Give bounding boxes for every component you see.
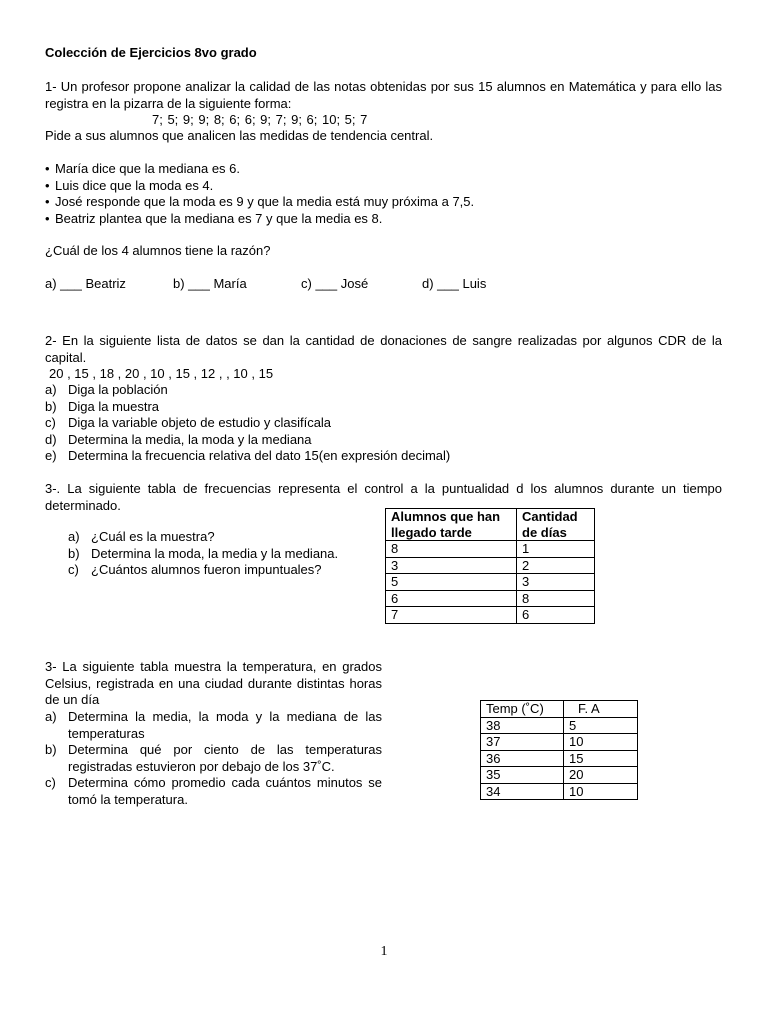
- ex4-item-c: [45, 775, 382, 808]
- ex4-items: [45, 709, 382, 808]
- item-text: Diga la variable objeto de estudio y clasifícala: [68, 415, 332, 430]
- ex3-intro: 3-. La siguiente tabla de frecuencias representa el control a la puntualidad d los alumnos durante un tiempo determinado.: [45, 481, 722, 513]
- table-cell: 7: [386, 607, 517, 624]
- temperature-table: [480, 700, 638, 800]
- table-cell: 8: [386, 541, 517, 558]
- ex1-bullet-2: [45, 178, 213, 195]
- table-cell: 38: [481, 717, 564, 734]
- table-cell: 3: [517, 574, 595, 591]
- item-label: e): [45, 448, 57, 463]
- item-text: ¿Cuál es la muestra?: [91, 529, 215, 544]
- table-cell: 3: [386, 557, 517, 574]
- table-cell: 34: [481, 783, 564, 800]
- table-cell: 15: [564, 750, 638, 767]
- ex1-instruction: Pide a sus alumnos que analicen las medidas de tendencia central.: [45, 128, 434, 143]
- bullet-text: Beatriz plantea que la mediana es 7 y que la media es 8.: [55, 210, 383, 226]
- ex3-item-c: [68, 562, 322, 579]
- table-row: [481, 734, 638, 751]
- table-cell: 8: [517, 590, 595, 607]
- item-label: c): [45, 775, 56, 790]
- ex2-item-a: [45, 382, 168, 399]
- table-header-cell: F. A: [564, 701, 638, 718]
- table-row: [481, 717, 638, 734]
- ex1-question: ¿Cuál de los 4 alumnos tiene la razón?: [45, 243, 271, 258]
- ex1-option-b: b) ___ María: [173, 276, 247, 291]
- table-cell: 1: [517, 541, 595, 558]
- table-header-row: [386, 509, 595, 541]
- bullet-text: María dice que la mediana es 6.: [55, 161, 240, 176]
- table-cell: 5: [564, 717, 638, 734]
- item-text: Diga la población: [68, 382, 168, 397]
- table-cell: 6: [517, 607, 595, 624]
- item-text: Determina cómo promedio cada cuántos minutos se tomó la temperatura.: [68, 775, 382, 807]
- bullet-icon: •: [45, 177, 50, 193]
- item-label: c): [68, 562, 79, 577]
- ex3-item-b: [68, 546, 338, 563]
- item-text: Determina la moda, la media y la mediana.: [91, 545, 339, 561]
- item-label: b): [45, 398, 57, 414]
- ex4-item-a: [45, 709, 382, 742]
- bullet-icon: •: [45, 194, 50, 209]
- bullet-icon: •: [45, 210, 50, 226]
- table-row: [481, 750, 638, 767]
- table-header-cell: Temp (˚C): [481, 701, 564, 718]
- item-text: Diga la muestra: [68, 398, 160, 414]
- bullet-icon: •: [45, 161, 50, 176]
- page-number: 1: [380, 944, 388, 959]
- bullet-text: José responde que la moda es 9 y que la media está muy próxima a 7,5.: [55, 194, 475, 209]
- ex2-intro: 2- En la siguiente lista de datos se dan la cantidad de donaciones de sangre realizadas por algunos CDR de la capital.: [45, 333, 722, 365]
- table-cell: 6: [386, 590, 517, 607]
- ex2-item-b: [45, 399, 159, 416]
- item-text: Determina la media, la moda y la mediana de las temperaturas: [68, 709, 382, 741]
- item-label: c): [45, 415, 56, 430]
- item-text: Determina la media, la moda y la mediana: [68, 431, 312, 447]
- item-label: a): [45, 709, 57, 724]
- item-label: b): [68, 545, 80, 561]
- item-text: ¿Cuántos alumnos fueron impuntuales?: [91, 562, 322, 577]
- ex1-bullet-1: [45, 161, 240, 178]
- table-header-row: [481, 701, 638, 718]
- ex1-data-line: 7; 5; 9; 9; 8; 6; 6; 9; 7; 9; 6; 10; 5; 7: [152, 112, 368, 127]
- table-cell: 37: [481, 734, 564, 751]
- table-cell: 5: [386, 574, 517, 591]
- table-header-cell: Alumnos que han llegado tarde: [386, 509, 517, 541]
- ex1-intro: 1- Un profesor propone analizar la calidad de las notas obtenidas por sus 15 alumnos en Matemática y para ello las registra en la pizarra de la siguiente forma:: [45, 79, 722, 111]
- item-label: b): [45, 742, 57, 757]
- ex1-option-a: a) ___ Beatriz: [45, 276, 126, 291]
- ex1-bullet-3: [45, 194, 474, 211]
- table-header-cell: Cantidad de días: [517, 509, 595, 541]
- item-label: a): [45, 382, 57, 397]
- item-label: d): [45, 431, 57, 447]
- table-row: [481, 783, 638, 800]
- table-row: [386, 590, 595, 607]
- ex3-item-a: [68, 529, 215, 546]
- table-cell: 35: [481, 767, 564, 784]
- late-students-table: [385, 508, 595, 624]
- ex1-option-d: d) ___ Luis: [422, 276, 487, 291]
- ex2-item-e: [45, 448, 450, 465]
- bullet-text: Luis dice que la moda es 4.: [55, 177, 214, 193]
- ex1-bullet-4: [45, 211, 382, 228]
- table-cell: 20: [564, 767, 638, 784]
- ex1-option-c: c) ___ José: [301, 276, 369, 291]
- page-title: Colección de Ejercicios 8vo grado: [45, 45, 257, 60]
- table-cell: 10: [564, 783, 638, 800]
- table-row: [386, 541, 595, 558]
- table-row: [386, 557, 595, 574]
- table-cell: 36: [481, 750, 564, 767]
- table-row: [481, 767, 638, 784]
- ex2-data-line: 20 , 15 , 18 , 20 , 10 , 15 , 12 , , 10 , 15: [49, 365, 274, 381]
- ex4-intro: 3- La siguiente tabla muestra la temperatura, en grados Celsius, registrada en una ciudad durante distintas horas de un día: [45, 659, 382, 707]
- item-text: Determina la frecuencia relativa del dato 15(en expresión decimal): [68, 448, 451, 463]
- table-row: [386, 607, 595, 624]
- table-cell: 2: [517, 557, 595, 574]
- ex2-item-c: [45, 415, 331, 432]
- table-row: [386, 574, 595, 591]
- table-cell: 10: [564, 734, 638, 751]
- ex2-item-d: [45, 432, 312, 449]
- item-text: Determina qué por ciento de las temperaturas registradas estuvieron por debajo de los 37˚C.: [68, 742, 382, 774]
- ex4-item-b: [45, 742, 382, 775]
- item-label: a): [68, 529, 80, 544]
